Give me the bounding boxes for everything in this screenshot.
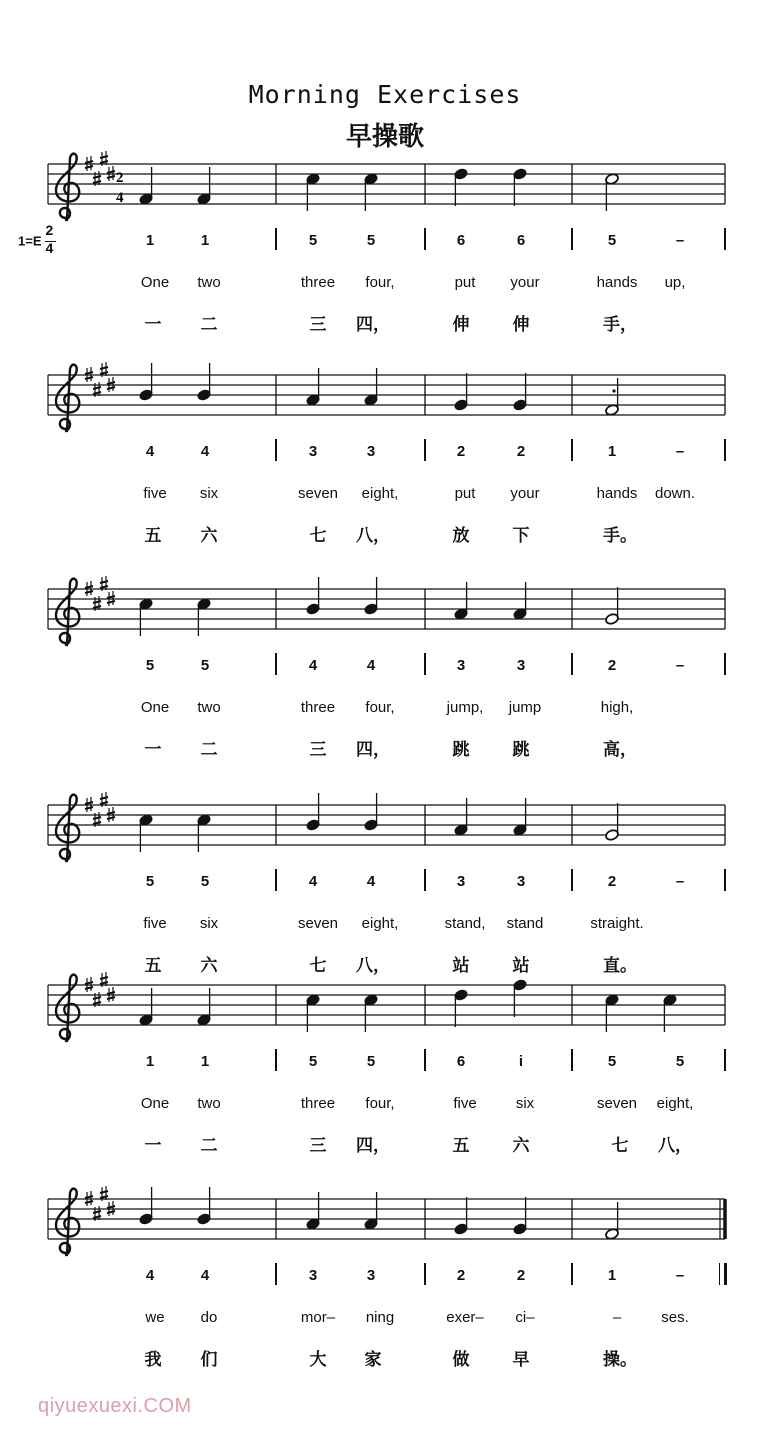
jianpu-number: 4 [366,657,376,674]
english-lyric: straight. [590,915,644,932]
jianpu-barline [571,1263,573,1285]
jianpu-number: 5 [308,232,318,249]
chinese-lyric: 四， [356,740,390,760]
english-lyric: three [300,274,336,291]
chinese-lyric: 五 [144,526,162,546]
key-time-den: 4 [45,240,54,256]
chinese-lyric: 六 [200,526,218,546]
chinese-lyric: 七 [611,1136,629,1156]
english-lyric: three [300,699,336,716]
jianpu-number: 4 [308,873,318,890]
jianpu-number: 1 [145,1053,155,1070]
chinese-lyric: 手， [603,315,637,335]
chinese-lyric: 三 [309,740,327,760]
jianpu-number: 5 [145,657,155,674]
chinese-lyric: 跳 [452,740,470,760]
jianpu-number: i [518,1053,524,1070]
jianpu-row [0,1267,770,1291]
english-lyric: four, [365,1095,395,1112]
chinese-lyric: 七 [309,956,327,976]
english-lyric: eight, [361,915,399,932]
english-lyric: stand, [444,915,486,932]
jianpu-number: 3 [516,657,526,674]
english-lyric: eight, [656,1095,694,1112]
english-lyric: six [515,1095,535,1112]
quarter-note [454,1197,469,1235]
chinese-lyric: 一 [144,1136,162,1156]
jianpu-number: 1 [607,1267,617,1284]
quarter-note [364,1192,379,1230]
quarter-note [197,1187,212,1225]
jianpu-number: 4 [200,443,210,460]
english-lyric: five [143,485,167,502]
chinese-lyric: 放 [452,526,470,546]
english-lyric: stand [506,915,544,932]
english-lyric: jump, [446,699,484,716]
jianpu-number: 3 [456,657,466,674]
song-subtitle: 早操歌 [345,122,424,152]
jianpu-barline [724,1263,727,1285]
jianpu-number: 1 [200,232,210,249]
chinese-lyric: 七 [309,526,327,546]
english-lyric: put [454,485,476,502]
jianpu-number: – [675,873,685,890]
half-note [605,1202,620,1240]
english-lyrics-row [0,1309,770,1333]
english-lyric: two [197,1095,221,1112]
jianpu-number: 4 [145,443,155,460]
chinese-lyric: 伸 [512,315,530,335]
english-lyric: One [140,1095,170,1112]
chinese-lyric: 家 [364,1350,382,1370]
chinese-lyric: 伸 [452,315,470,335]
jianpu-barline [424,1263,426,1285]
chinese-lyric: 五 [452,1136,470,1156]
chinese-lyric: 大 [309,1350,327,1370]
jianpu-number: 2 [516,1267,526,1284]
jianpu-number: 1 [200,1053,210,1070]
chinese-lyric: 做 [452,1350,470,1370]
english-lyric: five [453,1095,477,1112]
quarter-note [513,1197,528,1235]
song-title: Morning Exercises [248,80,522,109]
jianpu-number: 4 [308,657,318,674]
chinese-lyric: 八， [356,526,390,546]
jianpu-number: 2 [607,657,617,674]
chinese-lyric: 们 [200,1350,218,1370]
chinese-lyric: 我 [144,1350,162,1370]
english-lyric: mor– [300,1309,336,1326]
english-lyric: four, [365,274,395,291]
chinese-lyric: 一 [144,740,162,760]
english-lyric: down. [654,485,696,502]
chinese-lyric: 二 [200,315,218,335]
english-lyric: ning [365,1309,395,1326]
jianpu-number: 3 [516,873,526,890]
english-lyric: eight, [361,485,399,502]
jianpu-number: 2 [516,443,526,460]
english-lyric: hands [596,274,638,291]
jianpu-number: 5 [675,1053,685,1070]
english-lyric: ses. [661,1309,689,1326]
chinese-lyric: 三 [309,1136,327,1156]
chinese-lyrics-row [0,1345,770,1369]
chinese-lyric: 手。 [603,526,637,546]
chinese-lyric: 八， [658,1136,692,1156]
english-lyric: high, [600,699,634,716]
jianpu-number: 4 [145,1267,155,1284]
jianpu-number: 5 [308,1053,318,1070]
key-time-num: 2 [45,222,54,238]
english-lyric: two [197,699,221,716]
jianpu-number: – [675,657,685,674]
jianpu-number: 5 [200,657,210,674]
english-lyric: six [199,915,219,932]
chinese-lyric: 直。 [603,956,637,976]
english-lyric: six [199,485,219,502]
time-sig-den: 4 [116,190,124,206]
english-lyric: seven [297,485,339,502]
english-lyric: seven [596,1095,638,1112]
english-lyric: do [200,1309,218,1326]
english-lyric: your [510,485,540,502]
jianpu-number: 1 [607,443,617,460]
chinese-lyric: 下 [512,526,530,546]
jianpu-number: 4 [200,1267,210,1284]
site-watermark: qiyuexuexi.COM [38,1395,192,1417]
jianpu-number: 6 [516,232,526,249]
english-lyric: exer– [446,1309,484,1326]
chinese-lyric: 跳 [512,740,530,760]
jianpu-number: 2 [456,443,466,460]
english-lyric: hands [596,485,638,502]
jianpu-number: 6 [456,232,466,249]
english-lyric: – [612,1309,622,1326]
key-label: 1=E [18,233,42,249]
english-lyric: four, [365,699,395,716]
jianpu-number: 2 [607,873,617,890]
jianpu-number: 2 [456,1267,466,1284]
chinese-lyric: 早 [512,1350,530,1370]
english-lyric: One [140,699,170,716]
jianpu-barline-thin [719,1263,720,1285]
jianpu-number: – [675,1267,685,1284]
jianpu-number: 5 [607,1053,617,1070]
chinese-lyric: 四， [356,315,390,335]
chinese-lyric: 六 [200,956,218,976]
jianpu-number: 3 [308,1267,318,1284]
chinese-lyric: 六 [512,1136,530,1156]
chinese-lyric: 三 [309,315,327,335]
quarter-note [306,1192,321,1230]
english-lyric: three [300,1095,336,1112]
chinese-lyric: 五 [144,956,162,976]
chinese-lyric: 高， [603,740,637,760]
jianpu-number: 3 [308,443,318,460]
jianpu-barline [275,1263,277,1285]
jianpu-number: 3 [366,443,376,460]
chinese-lyric: 八， [356,956,390,976]
jianpu-number: 3 [456,873,466,890]
jianpu-number: 1 [145,232,155,249]
chinese-lyric: 二 [200,740,218,760]
english-lyric: we [145,1309,165,1326]
jianpu-number: 5 [366,1053,376,1070]
chinese-lyric: 一 [144,315,162,335]
english-lyric: seven [297,915,339,932]
jianpu-number: – [675,443,685,460]
chinese-lyric: 二 [200,1136,218,1156]
quarter-note [139,1187,154,1225]
english-lyric: put [454,274,476,291]
jianpu-number: 5 [145,873,155,890]
jianpu-number: 5 [607,232,617,249]
chinese-lyric: 站 [452,956,470,976]
chinese-lyric: 操。 [603,1350,637,1370]
jianpu-number: 5 [366,232,376,249]
jianpu-number: 3 [366,1267,376,1284]
english-lyric: five [143,915,167,932]
chinese-lyric: 站 [512,956,530,976]
jianpu-number: 4 [366,873,376,890]
jianpu-number: 5 [200,873,210,890]
english-lyric: ci– [515,1309,535,1326]
chinese-lyric: 四， [356,1136,390,1156]
english-lyric: One [140,274,170,291]
english-lyric: jump [508,699,542,716]
time-sig-num: 2 [116,170,124,186]
english-lyric: two [197,274,221,291]
english-lyric: up, [664,274,686,291]
jianpu-number: – [675,232,685,249]
jianpu-number: 6 [456,1053,466,1070]
english-lyric: your [510,274,540,291]
